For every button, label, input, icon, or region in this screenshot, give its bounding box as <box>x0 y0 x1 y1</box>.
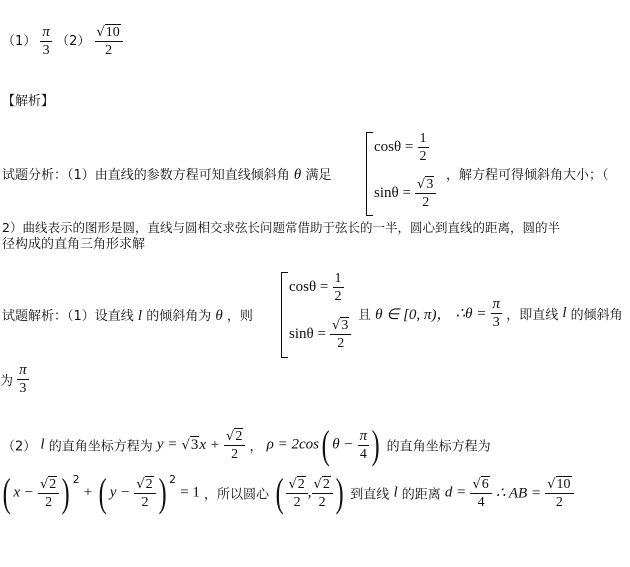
hint-line-3: 径构成的直角三角形求解 <box>2 237 146 252</box>
answer-part1-fraction <box>40 24 52 59</box>
theta-symbol: θ <box>293 167 302 183</box>
hint-cos-equation: cosθ = $\frac{1}{2}$ <box>374 131 427 164</box>
system-brace-1 <box>366 132 373 216</box>
sqrt-symbol: √10 <box>96 25 120 40</box>
fraction-numerator: π <box>42 24 50 40</box>
analysis-header: 【解析】 <box>2 94 55 109</box>
solution-line-1-end: 且 θ ∈ [0, π)， ∴θ = $\frac{\pi}{3}$ ，即直线 l 的倾斜角 <box>358 296 623 330</box>
hint-line-1: 试题分析：（1）由直线的参数方程可知直线倾斜角 θ 满足 <box>2 167 332 183</box>
solution-line-2: 为 $\frac{\pi}{3}$ <box>0 362 27 396</box>
answer-part1-label: （1） <box>2 34 37 49</box>
answer-part2-label: （2） <box>56 34 91 49</box>
hint-sin-equation: sinθ = $\frac{√3}{2}$ <box>374 176 436 211</box>
answer-part2-fraction <box>95 24 123 59</box>
hint-line-1-end: ，解方程可得倾斜角大小；（ <box>446 168 609 183</box>
solution-line-1: 试题解析：（1）设直线 l 的倾斜角为 θ ，则 <box>2 308 253 324</box>
theta-range: θ ∈ [0, π)， <box>375 307 452 323</box>
solution-part2-line-1: （2） l 的直角坐标方程为 y = √3x + $\frac{√2}{2}$ ， ρ = 2cos( θ − $\frac{\pi}{4}$ ) 的直角坐标方程为 <box>2 422 491 467</box>
hint-line-2: 2）曲线表示的图形是圆，直线与圆相交求弦长问题常借助于弦长的一半，圆心到直线的距离，圆的半 <box>2 220 560 235</box>
fraction-denominator: 2 <box>105 43 113 58</box>
answer-line <box>2 24 123 59</box>
solution-part2-line-2: ( x − $\frac{√2}{2}$ ) $^2$ + ( y − $\frac{√2}{2}$ ) $^2$ = 1 ，所以圆心 ( $\frac{√2}{2}$ , $\frac{√2}{2}$ ) 到直线 l 的距离 d = $\frac{√6}{4}$ ∴ AB = $\frac{√10}{2}$ <box>0 473 574 513</box>
system-brace-2 <box>281 272 288 358</box>
solution-sin-equation: sinθ = $\frac{√3}{2}$ <box>289 317 351 352</box>
solution-cos-equation: cosθ = $\frac{1}{2}$ <box>289 271 342 304</box>
fraction-denominator: 3 <box>42 43 50 58</box>
